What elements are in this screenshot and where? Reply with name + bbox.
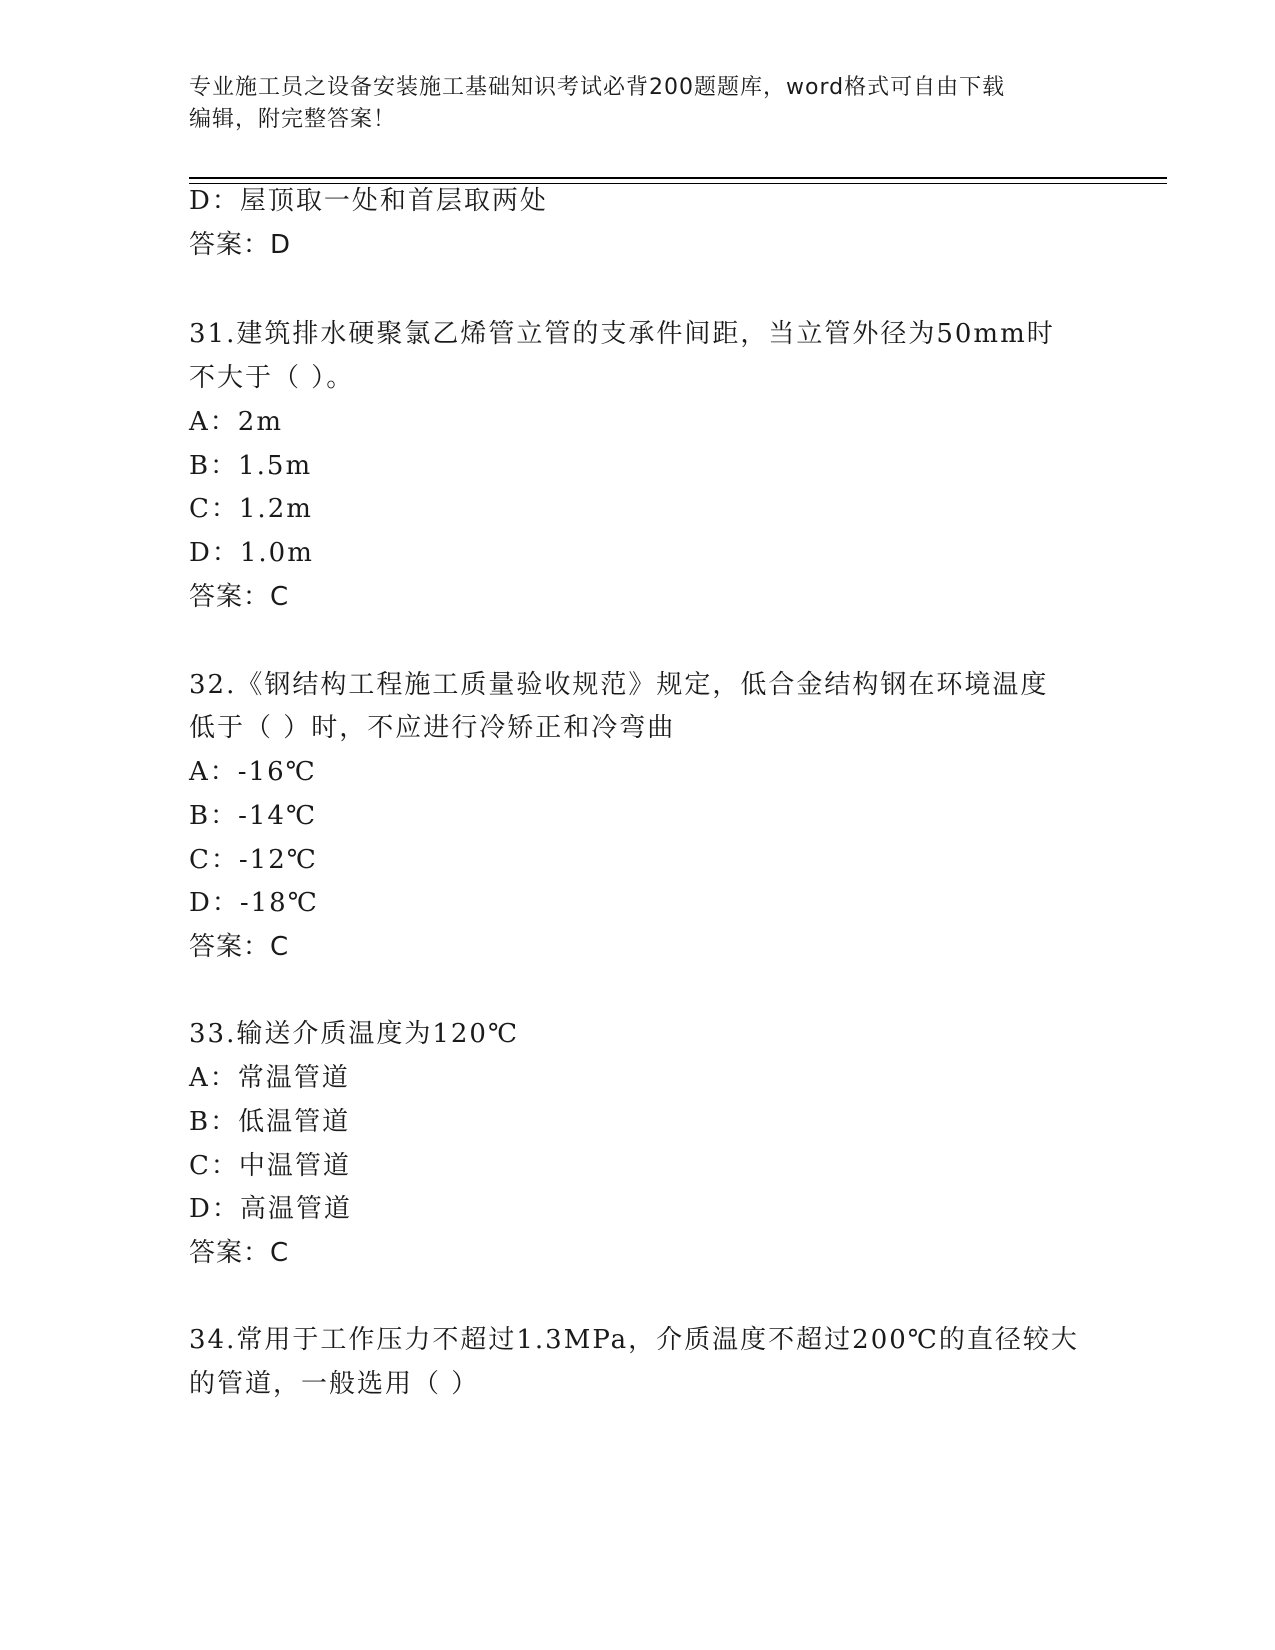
q32-option-c: C：-12℃ <box>189 845 318 875</box>
q33-option-b: B：低温管道 <box>189 1107 351 1137</box>
header-divider-thick <box>189 177 1167 179</box>
q31-option-c: C：1.2m <box>189 494 313 524</box>
q31-stem-line-1: 31.建筑排水硬聚氯乙烯管立管的支承件间距，当立管外径为50mm时 <box>189 319 1055 349</box>
q34-stem-line-1: 34.常用于工作压力不超过1.3MPa，介质温度不超过200℃的直径较大 <box>189 1325 1079 1355</box>
q33-answer: 答案：C <box>189 1238 290 1268</box>
q32-option-a: A：-16℃ <box>189 757 317 787</box>
q34-stem-line-2: 的管道，一般选用（ ） <box>189 1369 480 1399</box>
q31-option-d: D：1.0m <box>189 538 314 568</box>
q33-stem-line-1: 33.输送介质温度为120℃ <box>189 1019 520 1049</box>
q32-answer: 答案：C <box>189 932 290 962</box>
header-line-1: 专业施工员之设备安装施工基础知识考试必背200题题库，word格式可自由下载 <box>189 75 1006 100</box>
q31-option-a: A：2m <box>189 407 283 437</box>
q33-option-d: D：高温管道 <box>189 1194 352 1224</box>
prev-answer: 答案：D <box>189 230 292 260</box>
header-line-2: 编辑，附完整答案！ <box>189 107 397 132</box>
q33-option-a: A：常温管道 <box>189 1063 350 1093</box>
q31-answer: 答案：C <box>189 582 290 612</box>
q33-option-c: C：中温管道 <box>189 1151 351 1181</box>
q31-option-b: B：1.5m <box>189 451 313 481</box>
q32-option-d: D：-18℃ <box>189 888 319 918</box>
document-header <box>189 72 1089 136</box>
q32-stem-line-2: 低于（ ）时，不应进行冷矫正和冷弯曲 <box>189 713 676 743</box>
prev-option-d: D：屋顶取一处和首层取两处 <box>189 186 548 216</box>
q32-option-b: B：-14℃ <box>189 801 318 831</box>
q31-stem-line-2: 不大于（ ）。 <box>189 363 355 393</box>
q32-stem-line-1: 32.《钢结构工程施工质量验收规范》规定，低合金结构钢在环境温度 <box>189 670 1049 700</box>
